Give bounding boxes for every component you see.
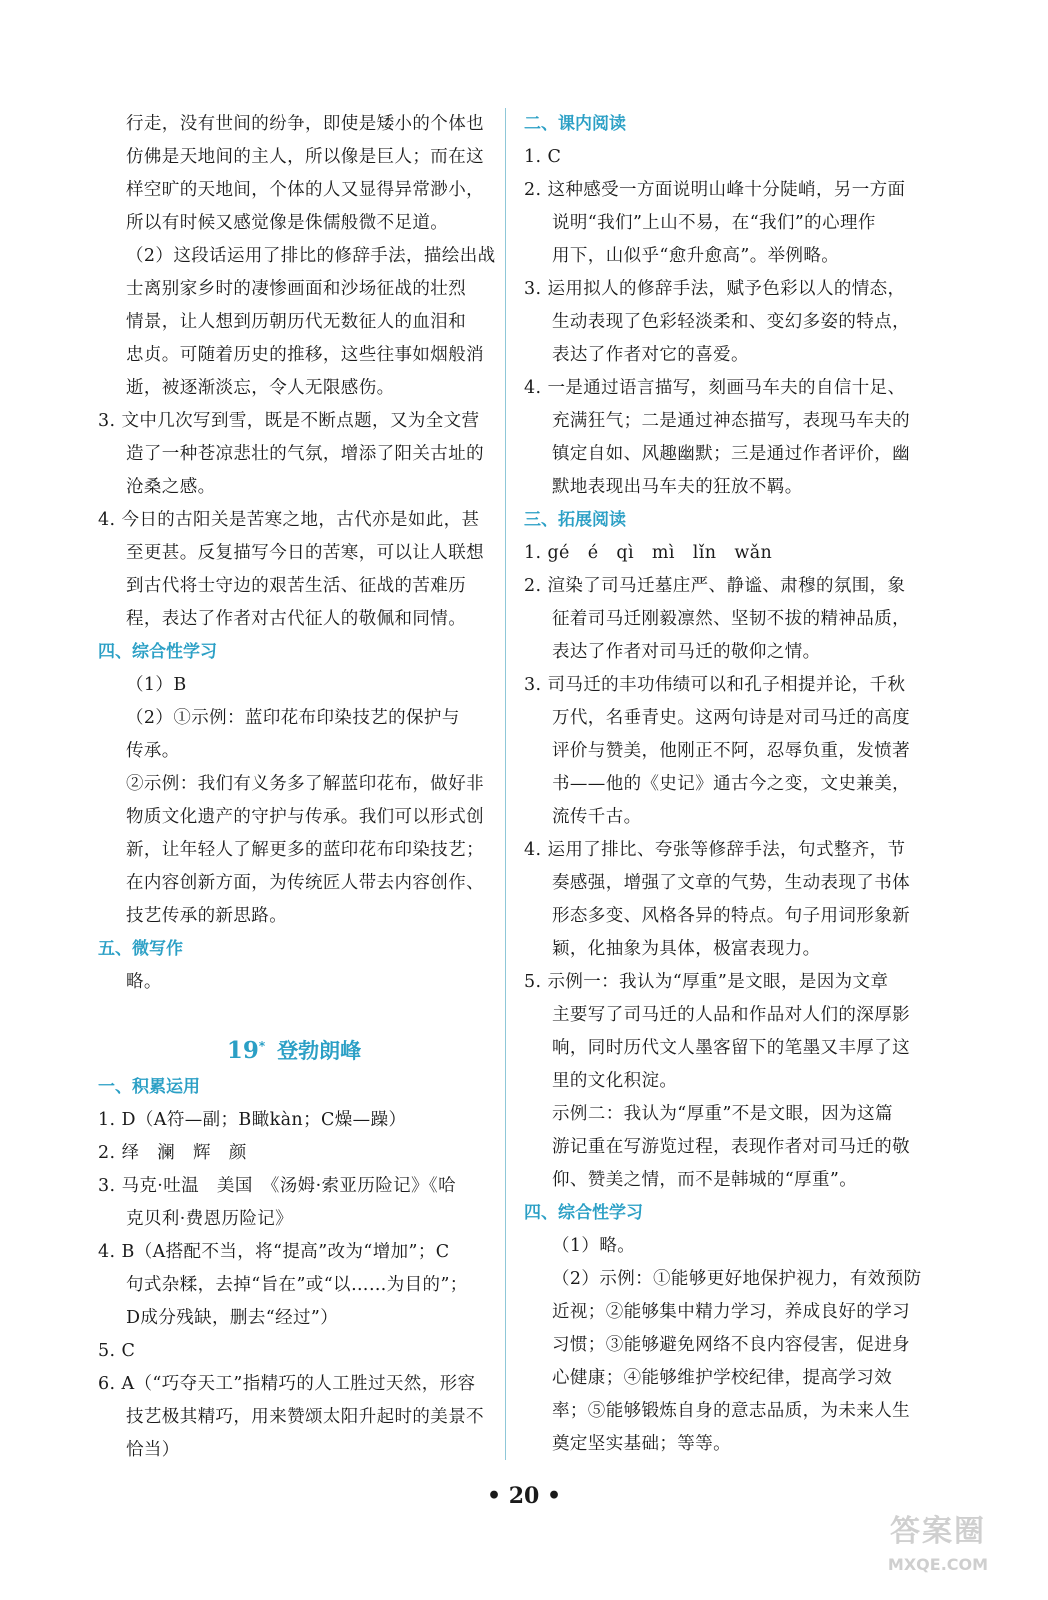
text-line: 示例二：我认为“厚重”不是文眼，因为这篇 (552, 1104, 893, 1124)
text-line: 造了一种苍凉悲壮的气氛，增添了阳关古址的 (126, 444, 484, 464)
text-line: （2）这段话运用了排比的修辞手法，描绘出战 (126, 246, 496, 266)
text-line: 恰当） (126, 1440, 180, 1460)
right-block-1 (524, 141, 916, 504)
left-column (98, 108, 496, 1467)
text-line: 2. 渲染了司马迁墓庄严、静谧、肃穆的氛围，象 (524, 576, 906, 596)
text-line: 仰、赞美之情，而不是韩城的“厚重”。 (552, 1170, 858, 1190)
text-line: 4. 一是通过语言描写，刻画马车夫的自信十足、 (524, 378, 906, 398)
text-line: 所以有时候又感觉像是侏儒般微不足道。 (126, 213, 449, 233)
right-column (524, 108, 922, 1461)
text-line: 3. 马克·吐温 美国 《汤姆·索亚历险记》《哈 (98, 1176, 456, 1196)
left-block-1 (98, 108, 496, 636)
text-line: 万代，名垂青史。这两句诗是对司马迁的高度 (552, 708, 910, 728)
left-block-4 (98, 1104, 490, 1467)
text-line: 略。 (126, 972, 162, 992)
text-line: 征着司马迁刚毅凛然、坚韧不拔的精神品质， (552, 609, 910, 629)
section-heading-comprehensive: 四、综合性学习 (524, 1203, 643, 1223)
right-block-2 (524, 537, 916, 1197)
text-line: 1. D（A符—副；B瞰kàn；C燥—躁） (98, 1110, 407, 1130)
text-line: 响，同时历代文人墨客留下的笔墨又丰厚了这 (552, 1038, 910, 1058)
text-line: 奏感强，增强了文章的气势，生动表现了书体 (552, 873, 910, 893)
text-line: 情景，让人想到历朝历代无数征人的血泪和 (126, 312, 467, 332)
text-line: 表达了作者对司马迁的敬仰之情。 (552, 642, 821, 662)
text-line: （1）B (126, 675, 187, 695)
text-line: （2）示例：①能够更好地保护视力，有效预防 (552, 1269, 922, 1289)
section-heading-in-class-reading: 二、课内阅读 (524, 114, 626, 134)
left-block-2 (98, 669, 490, 933)
text-line: 句式杂糅，去掉“旨在”或“以……为目的”； (126, 1275, 468, 1295)
text-line: 流传千古。 (552, 807, 642, 827)
text-line: 沧桑之感。 (126, 477, 216, 497)
section-heading-extended-reading: 三、拓展阅读 (524, 510, 626, 530)
text-line: 5. 示例一：我认为“厚重”是文眼，是因为文章 (524, 972, 889, 992)
watermark-url: MXQE.COM (887, 1555, 989, 1574)
text-line: 5. C (98, 1341, 136, 1361)
section-heading-accumulation: 一、积累运用 (98, 1077, 200, 1097)
text-line: 4. 今日的古阳关是苦寒之地，古代亦是如此，甚 (98, 510, 480, 530)
text-line: 忠贞。可随着历史的推移，这些往事如烟般消 (126, 345, 484, 365)
text-line: 6. A（“巧夺天工”指精巧的人工胜过天然，形容 (98, 1374, 476, 1394)
text-line: 颖，化抽象为具体，极富表现力。 (552, 939, 821, 959)
text-line: 用下，山似乎“愈升愈高”。举例略。 (552, 246, 840, 266)
text-line: 游记重在写游览过程，表现作者对司马迁的敬 (552, 1137, 910, 1157)
text-line: 3. 文中几次写到雪，既是不断点题，又为全文营 (98, 411, 480, 431)
text-line: 士离别家乡时的凄惨画面和沙场征战的壮烈 (126, 279, 467, 299)
text-line: 仿佛是天地间的主人，所以像是巨人；而在这 (126, 147, 484, 167)
text-line: 形态多变、风格各异的特点。句子用词形象新 (552, 906, 910, 926)
section-heading-comprehensive: 四、综合性学习 (98, 642, 217, 662)
text-line: 1. gé é qì mì lǐn wǎn (524, 543, 773, 563)
lesson-name: 登勃朗峰 (277, 1039, 362, 1063)
page-number: • 20 • (486, 1483, 562, 1509)
text-line: 镇定自如、风趣幽默；三是通过作者评价，幽 (552, 444, 910, 464)
section-heading-writing: 五、微写作 (98, 939, 183, 959)
text-line: 说明“我们”上山不易，在“我们”的心理作 (552, 213, 876, 233)
text-line: 逝，被逐渐淡忘，令人无限感伤。 (126, 378, 395, 398)
text-line: 技艺极其精巧，用来赞颂太阳升起时的美景不 (126, 1407, 484, 1427)
text-line: 3. 运用拟人的修辞手法，赋予色彩以人的情态， (524, 279, 906, 299)
text-line: 至更甚。反复描写今日的苦寒，可以让人联想 (126, 543, 484, 563)
text-line: 样空旷的天地间，个体的人又显得异常渺小， (126, 180, 484, 200)
text-line: 评价与赞美，他刚正不阿，忍辱负重，发愤著 (552, 741, 910, 761)
text-line: 3. 司马迁的丰功伟绩可以和孔子相提并论，千秋 (524, 675, 906, 695)
text-line: 2. 这种感受一方面说明山峰十分陡峭，另一方面 (524, 180, 906, 200)
text-line: 技艺传承的新思路。 (126, 906, 288, 926)
text-line: （1）略。 (552, 1236, 636, 1256)
text-line: 4. B（A搭配不当，将“提高”改为“增加”；C (98, 1242, 450, 1262)
text-line: 在内容创新方面，为传统匠人带去内容创作、 (126, 873, 484, 893)
text-line: 主要写了司马迁的人品和作品对人们的深厚影 (552, 1005, 910, 1025)
text-line: 表达了作者对它的喜爱。 (552, 345, 749, 365)
text-line: ②示例：我们有义务多了解蓝印花布，做好非 (126, 774, 484, 794)
text-line: 程，表达了作者对古代征人的敬佩和同情。 (126, 609, 467, 629)
column-divider (505, 108, 506, 1460)
text-line: 里的文化积淀。 (552, 1071, 678, 1091)
lesson-title (98, 1021, 490, 1071)
text-line: 2. 绎 澜 辉 颜 (98, 1143, 247, 1163)
text-line: 行走，没有世间的纷争，即使是矮小的个体也 (126, 114, 484, 134)
text-line: 近视；②能够集中精力学习，养成良好的学习 (552, 1302, 910, 1322)
lesson-number: 19 (226, 1037, 259, 1064)
text-line: 4. 运用了排比、夸张等修辞手法，句式整齐，节 (524, 840, 906, 860)
text-line: 习惯；③能够避免网络不良内容侵害，促进身 (552, 1335, 910, 1355)
watermark-text: 答案圈 (890, 1514, 986, 1549)
lesson-star: * (258, 1039, 266, 1053)
text-line: 物质文化遗产的守护与传承。我们可以形式创 (126, 807, 484, 827)
text-line: 书——他的《史记》通古今之变，文史兼美， (552, 774, 910, 794)
watermark-logo (868, 1510, 1008, 1588)
text-line: D成分残缺，删去“经过”） (126, 1308, 339, 1328)
text-line: 传承。 (126, 741, 180, 761)
text-line: 奠定坚实基础；等等。 (552, 1434, 731, 1454)
text-line: 默地表现出马车夫的狂放不羁。 (552, 477, 803, 497)
text-line: 克贝利·费恩历险记》 (126, 1209, 294, 1229)
text-line: 1. C (524, 147, 562, 167)
right-block-3 (524, 1230, 922, 1461)
text-line: 到古代将士守边的艰苦生活、征战的苦难历 (126, 576, 467, 596)
text-line: 新，让年轻人了解更多的蓝印花布印染技艺； (126, 840, 484, 860)
text-line: 生动表现了色彩轻淡柔和、变幻多姿的特点， (552, 312, 910, 332)
text-line: 心健康；④能够维护学校纪律，提高学习效 (552, 1368, 893, 1388)
text-line: 充满狂气；二是通过神态描写，表现马车夫的 (552, 411, 910, 431)
text-line: （2）①示例：蓝印花布印染技艺的保护与 (126, 708, 460, 728)
text-line: 率；⑤能够锻炼自身的意志品质，为未来人生 (552, 1401, 910, 1421)
